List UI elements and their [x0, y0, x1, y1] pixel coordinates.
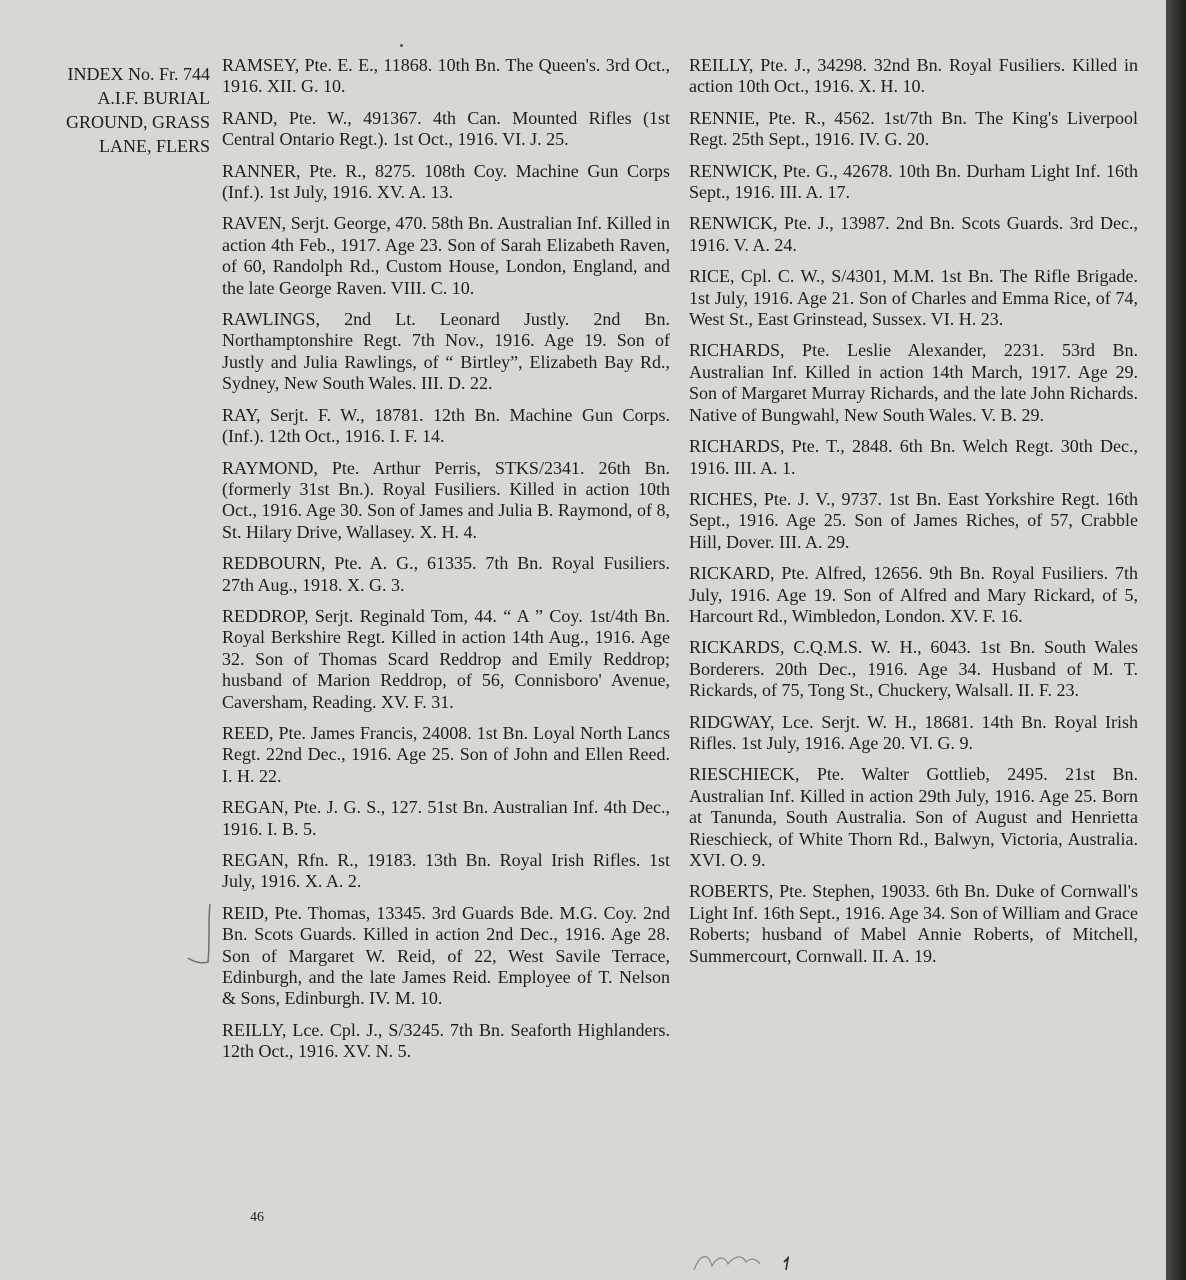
- entries-column-left: [222, 55, 670, 1073]
- burial-entry: RAYMOND, Pte. Arthur Perris, STKS/2341. 26th Bn. (formerly 31st Bn.). Royal Fusiliers. Killed in action 10th Oct., 1916. Age 30. Son of James and Julia B. Raymond, of 8, St. Hilary Drive, Wallasey. X. H. 4.: [222, 457, 670, 542]
- burial-entry: RICKARD, Pte. Alfred, 12656. 9th Bn. Royal Fusiliers. 7th July, 1916. Age 19. Son of Alfred and Mary Rickard, of 5, Harcourt Rd., Wimbledon, London. XV. F. 16.: [689, 563, 1138, 626]
- burial-entry: RICHES, Pte. J. V., 9737. 1st Bn. East Yorkshire Regt. 16th Sept., 1916. Age 25. Son of James Riches, of 57, Crabble Hill, Dover. III. A. 29.: [689, 488, 1138, 552]
- burial-entry: REGAN, Rfn. R., 19183. 13th Bn. Royal Irish Rifles. 1st July, 1916. X. A. 2.: [222, 850, 670, 892]
- burial-entry: RAVEN, Serjt. George, 470. 58th Bn. Australian Inf. Killed in action 4th Feb., 1917. Age 23. Son of Sarah Elizabeth Raven, of 60, Randolph Rd., Custom House, London, England, and the late George Raven. VIII. C. 10.: [222, 213, 670, 298]
- burial-entry: RIDGWAY, Lce. Serjt. W. H., 18681. 14th Bn. Royal Irish Rifles. 1st July, 1916. Age 20. VI. G. 9.: [689, 711, 1138, 753]
- burial-entry: RENWICK, Pte. J., 13987. 2nd Bn. Scots Guards. 3rd Dec., 1916. V. A. 24.: [689, 213, 1138, 255]
- burial-entry: RANNER, Pte. R., 8275. 108th Coy. Machine Gun Corps (Inf.). 1st July, 1916. XV. A. 13.: [222, 160, 670, 203]
- ink-speck: [400, 44, 403, 47]
- entries-column-right: [689, 55, 1138, 977]
- burial-entry: ROBERTS, Pte. Stephen, 19033. 6th Bn. Duke of Cornwall's Light Inf. 16th Sept., 1916. Age 34. Son of William and Grace Roberts; husband of Mabel Annie Roberts, of Mitchell, Summercourt, Cornwall. II. A. 19.: [689, 881, 1138, 966]
- burial-entry: RICHARDS, Pte. T., 2848. 6th Bn. Welch Regt. 30th Dec., 1916. III. A. 1.: [689, 436, 1138, 478]
- index-heading: [22, 62, 210, 158]
- index-line: A.I.F. BURIAL: [97, 88, 210, 108]
- pencil-tick-mark: [186, 900, 226, 970]
- burial-entry: RENWICK, Pte. G., 42678. 10th Bn. Durham Light Inf. 16th Sept., 1916. III. A. 17.: [689, 160, 1138, 203]
- burial-entry: RAND, Pte. W., 491367. 4th Can. Mounted Rifles (1st Central Ontario Regt.). 1st Oct., 1916. VI. J. 25.: [222, 107, 670, 150]
- page-number: 46: [250, 1210, 264, 1225]
- burial-entry: REDBOURN, Pte. A. G., 61335. 7th Bn. Royal Fusiliers. 27th Aug., 1918. X. G. 3.: [222, 553, 670, 595]
- burial-entry: REGAN, Pte. J. G. S., 127. 51st Bn. Australian Inf. 4th Dec., 1916. I. B. 5.: [222, 797, 670, 839]
- burial-entry: RAWLINGS, 2nd Lt. Leonard Justly. 2nd Bn. Northamptonshire Regt. 7th Nov., 1916. Age 19. Son of Justly and Julia Rawlings, of “ Birtley”, Elizabeth Bay Rd., Sydney, New South Wales. III. D. 22.: [222, 309, 670, 394]
- burial-entry: REILLY, Lce. Cpl. J., S/3245. 7th Bn. Seaforth Highlanders. 12th Oct., 1916. XV. N. 5.: [222, 1019, 670, 1062]
- burial-entry: REID, Pte. Thomas, 13345. 3rd Guards Bde. M.G. Coy. 2nd Bn. Scots Guards. Killed in action 2nd Dec., 1916. Age 28. Son of Margaret W. Reid, of 22, West Savile Terrace, Edinburgh, and the late James Reid. Employee of T. Nelson & Sons, Edinburgh. IV. M. 10.: [222, 902, 670, 1009]
- burial-entry: RAY, Serjt. F. W., 18781. 12th Bn. Machine Gun Corps. (Inf.). 12th Oct., 1916. I. F. 14.: [222, 404, 670, 447]
- index-line: GROUND, GRASS: [65, 112, 210, 132]
- burial-entry: RICHARDS, Pte. Leslie Alexander, 2231. 53rd Bn. Australian Inf. Killed in action 14th March, 1917. Age 29. Son of Margaret Murray Richards, and the late John Richards. Native of Bungwahl, New South Wales. V. B. 29.: [689, 340, 1138, 425]
- index-line: LANE, FLERS: [98, 136, 210, 156]
- index-line: INDEX No. Fr. 744: [67, 64, 210, 84]
- burial-entry: REDDROP, Serjt. Reginald Tom, 44. “ A ” Coy. 1st/4th Bn. Royal Berkshire Regt. Killed in action 14th Aug., 1916. Age 32. Son of Thomas Scard Reddrop and Emily Reddrop; husband of Marion Reddrop, of 56, Connisboro' Avenue, Caversham, Reading. XV. F. 31.: [222, 605, 670, 712]
- burial-entry: REED, Pte. James Francis, 24008. 1st Bn. Loyal North Lancs Regt. 22nd Dec., 1916. Age 25. Son of John and Ellen Reed. I. H. 22.: [222, 722, 670, 786]
- burial-entry: REILLY, Pte. J., 34298. 32nd Bn. Royal Fusiliers. Killed in action 10th Oct., 1916. X. H. 10.: [689, 55, 1138, 97]
- burial-entry: RICKARDS, C.Q.M.S. W. H., 6043. 1st Bn. South Wales Borderers. 20th Dec., 1916. Age 34. Husband of M. T. Rickards, of 75, Tong St., Chuckery, Walsall. II. F. 23.: [689, 637, 1138, 701]
- pencil-scribble: [690, 1240, 810, 1276]
- burial-entry: RENNIE, Pte. R., 4562. 1st/7th Bn. The King's Liverpool Regt. 25th Sept., 1916. IV. G. 20.: [689, 107, 1138, 150]
- burial-entry: RICE, Cpl. C. W., S/4301, M.M. 1st Bn. The Rifle Brigade. 1st July, 1916. Age 21. Son of Charles and Emma Rice, of 74, West St., East Grinstead, Sussex. VI. H. 23.: [689, 266, 1138, 330]
- page-edge-shadow: [1166, 0, 1186, 1280]
- burial-entry: RAMSEY, Pte. E. E., 11868. 10th Bn. The Queen's. 3rd Oct., 1916. XII. G. 10.: [222, 55, 670, 97]
- burial-entry: RIESCHIECK, Pte. Walter Gottlieb, 2495. 21st Bn. Australian Inf. Killed in action 29th July, 1916. Age 25. Born at Tanunda, South Australia. Son of August and Henrietta Rieschieck, of White Thorn Rd., Balwyn, Victoria, Australia. XVI. O. 9.: [689, 764, 1138, 870]
